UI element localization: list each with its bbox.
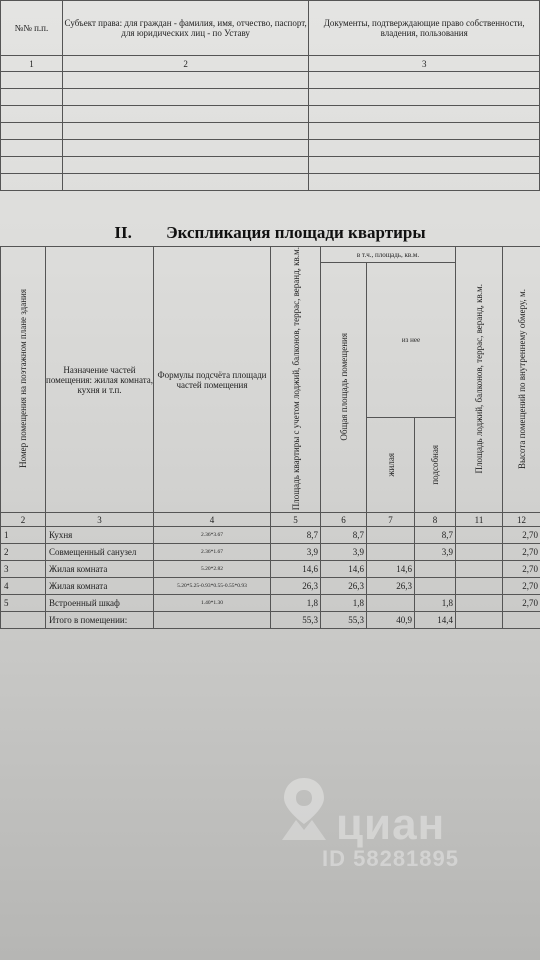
room-formula: 1.40*1.30 <box>154 595 271 612</box>
room-loggia <box>456 561 503 578</box>
col-number: 2 <box>1 513 46 527</box>
col-number: 5 <box>271 513 321 527</box>
room-formula: 2.36*1.67 <box>154 544 271 561</box>
table-row <box>1 527 540 544</box>
total-row <box>1 612 540 629</box>
header-incl-area: в т.ч., площадь, кв.м. <box>321 247 456 263</box>
room-aux: 3,9 <box>415 544 456 561</box>
header-living: жилая <box>367 418 415 513</box>
section-number: II. <box>114 223 132 242</box>
room-living: 14,6 <box>367 561 415 578</box>
room-living <box>367 595 415 612</box>
room-no: 2 <box>1 544 46 561</box>
header-number: №№ п.п. <box>1 1 63 56</box>
header-height: Высота помещений по внутреннему обмеру, м. <box>503 247 540 513</box>
header-purpose: Назначение частей помещения: жилая комната, кухня и т.п. <box>46 247 154 513</box>
room-height: 2,70 <box>503 595 540 612</box>
table-row <box>1 544 540 561</box>
col-number: 7 <box>367 513 415 527</box>
col-number: 4 <box>154 513 271 527</box>
room-living: 26,3 <box>367 578 415 595</box>
col-number: 12 <box>503 513 540 527</box>
room-formula: 2.36*3.67 <box>154 527 271 544</box>
section-heading <box>0 223 540 243</box>
room-aux: 1,8 <box>415 595 456 612</box>
room-aux: 8,7 <box>415 527 456 544</box>
room-area: 26,3 <box>271 578 321 595</box>
room-name: Кухня <box>46 527 154 544</box>
room-no: 1 <box>1 527 46 544</box>
room-living <box>367 527 415 544</box>
header-area-with-loggias: Площадь квартиры с учетом лоджий, балконов, террас, веранд, кв.м. <box>271 247 321 513</box>
total-living: 40,9 <box>367 612 415 629</box>
section-title: Экспликация площади квартиры <box>166 223 426 242</box>
room-height: 2,70 <box>503 527 540 544</box>
room-total: 8,7 <box>321 527 367 544</box>
room-name: Жилая комната <box>46 578 154 595</box>
col-number-2: 2 <box>62 56 309 72</box>
total-label: Итого в помещении: <box>46 612 154 629</box>
room-no: 4 <box>1 578 46 595</box>
explication-table <box>0 246 540 629</box>
col-number: 6 <box>321 513 367 527</box>
table-row <box>1 595 540 612</box>
room-name: Совмещенный санузел <box>46 544 154 561</box>
room-formula: 5.20*2.82 <box>154 561 271 578</box>
table-row <box>1 157 540 174</box>
room-height: 2,70 <box>503 544 540 561</box>
room-loggia <box>456 544 503 561</box>
room-aux <box>415 561 456 578</box>
room-no: 5 <box>1 595 46 612</box>
total-total: 55,3 <box>321 612 367 629</box>
rights-table <box>0 0 540 191</box>
header-subject: Субъект права: для граждан - фамилия, имя, отчество, паспорт, для юридических лиц - по Уставу <box>62 1 309 56</box>
col-number: 11 <box>456 513 503 527</box>
cian-logo-icon <box>282 778 326 840</box>
room-living <box>367 544 415 561</box>
room-height: 2,70 <box>503 578 540 595</box>
room-aux <box>415 578 456 595</box>
header-auxiliary: подсобная <box>415 418 456 513</box>
table-row <box>1 578 540 595</box>
room-height: 2,70 <box>503 561 540 578</box>
room-area: 1,8 <box>271 595 321 612</box>
header-room-no: Номер помещения на поэтажном плане здания <box>1 247 46 513</box>
room-name: Жилая комната <box>46 561 154 578</box>
col-number: 3 <box>46 513 154 527</box>
total-aux: 14,4 <box>415 612 456 629</box>
header-loggia-area: Площадь лоджий, балконов, террас, веранд, кв.м. <box>456 247 503 513</box>
table-row <box>1 140 540 157</box>
table-row <box>1 561 540 578</box>
room-total: 14,6 <box>321 561 367 578</box>
room-name: Встроенный шкаф <box>46 595 154 612</box>
table-row <box>1 89 540 106</box>
col-number-1: 1 <box>1 56 63 72</box>
watermark-id: ID 58281895 <box>322 846 459 871</box>
total-area: 55,3 <box>271 612 321 629</box>
watermark-brand: циан <box>336 800 446 849</box>
table-row <box>1 174 540 191</box>
table-row <box>1 106 540 123</box>
room-loggia <box>456 527 503 544</box>
header-total-area: Общая площадь помещения <box>321 263 367 513</box>
table-row <box>1 72 540 89</box>
room-total: 1,8 <box>321 595 367 612</box>
col-number-3: 3 <box>309 56 540 72</box>
room-area: 14,6 <box>271 561 321 578</box>
header-formula: Формулы подсчёта площади частей помещения <box>154 247 271 513</box>
table-row <box>1 123 540 140</box>
header-of-which: из нее <box>367 263 456 418</box>
room-formula: 5.20*5.25-0.93*0.55-0.55*0.93 <box>154 578 271 595</box>
room-total: 26,3 <box>321 578 367 595</box>
room-loggia <box>456 578 503 595</box>
room-loggia <box>456 595 503 612</box>
header-documents: Документы, подтверждающие право собственности, владения, пользования <box>309 1 540 56</box>
room-area: 8,7 <box>271 527 321 544</box>
col-number: 8 <box>415 513 456 527</box>
room-area: 3,9 <box>271 544 321 561</box>
room-no: 3 <box>1 561 46 578</box>
room-total: 3,9 <box>321 544 367 561</box>
